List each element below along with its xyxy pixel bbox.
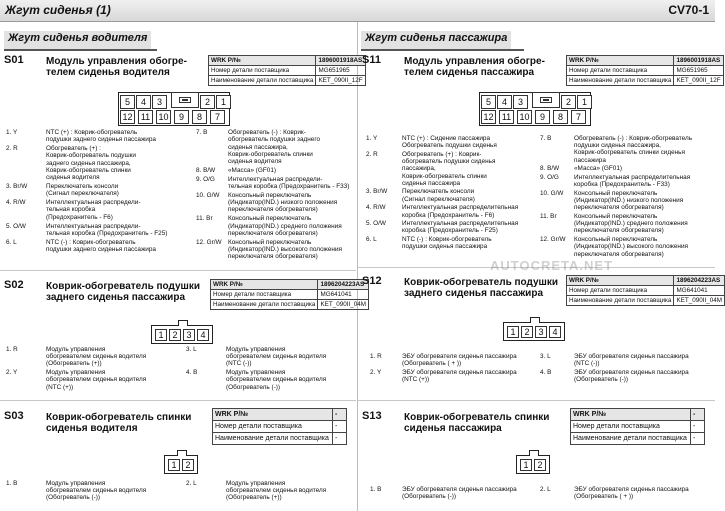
- pin-function: Консольный переключатель (Индикатор(IND.) высокого положения переключателя обогревателя): [228, 238, 342, 261]
- connector-pin: 10: [517, 110, 532, 124]
- s02-title: [46, 281, 200, 303]
- pin-function: NTC (-) : Коврик-обогреватель подушки заднего сиденья пассажира: [46, 238, 156, 253]
- pin-function: NTC (+) : Коврик-обогреватель подушки заднего сиденья пассажира: [46, 129, 156, 144]
- connector-pin: 8: [553, 110, 568, 124]
- s11-pin-description: [366, 204, 519, 219]
- pin-number: 5. O/W: [6, 222, 26, 230]
- connector-pin: 7: [571, 110, 586, 124]
- part-table-label: Наименование детали поставщика: [213, 433, 333, 445]
- connector-pin: 3: [513, 95, 528, 109]
- part-table-label: Номер детали поставщика: [567, 66, 674, 76]
- pin-number: 10. G/W: [196, 191, 220, 199]
- pin-function: Интеллектуальная распределительная коробка (Предохранитель - F33): [574, 174, 691, 189]
- pin-function: Обогреватель (+) : Коврик- обогреватель подушки сиденья пассажира, Коврик-обогреватель спинки сиденья пассажира: [402, 150, 496, 187]
- part-table-label: Номер детали поставщика: [571, 421, 691, 433]
- pin-number: 6. L: [6, 238, 17, 246]
- connector-latch-bar: [540, 97, 552, 103]
- part-table-value: KET_090II_04M: [674, 296, 725, 306]
- s11-pin-description: [366, 151, 506, 187]
- s03-part-table-row: [213, 433, 347, 445]
- pin-number: 8. B/W: [196, 167, 216, 174]
- connector-pin: 1: [155, 329, 167, 341]
- connector-pin: 2: [561, 95, 576, 109]
- connector-pin: 4: [197, 329, 209, 341]
- connector-latch: [532, 92, 560, 108]
- pin-function: Консольный переключатель (Индикатор(IND.) среднего положения переключателя обогревателя): [228, 215, 342, 237]
- s03-pin-description: [6, 480, 156, 502]
- pin-function: Интеллектуальная распредели- тельная коробка (Предохранитель - F25): [46, 222, 168, 237]
- s01-title-line: телем сиденья водителя: [46, 67, 170, 78]
- right-column-title: Жгут сиденья пассажира: [361, 31, 511, 49]
- s01-pin-description: [196, 167, 354, 174]
- connector-pin: 2: [182, 459, 194, 471]
- part-table-label: Наименование детали поставщика: [571, 433, 691, 445]
- s12-pin-description: [540, 353, 690, 367]
- part-table-label: Наименование детали поставщика: [209, 76, 316, 86]
- connector-pin: 11: [499, 110, 514, 124]
- pin-function: Обогреватель (-) : Коврик-обогреватель подушки сиденья пассажира, Коврик-обогреватель спинки сиденья пассажира: [574, 135, 693, 164]
- pin-number: 12. Gr/W: [540, 236, 566, 244]
- part-table-value: MG641041: [318, 290, 369, 300]
- s11-pin-description: [540, 213, 690, 235]
- part-table-label: Номер детали поставщика: [567, 286, 674, 296]
- s01-title-line: Модуль управления обогре-: [46, 56, 187, 67]
- s01-part-table: [208, 55, 366, 86]
- s01-connector: [118, 92, 230, 126]
- s11-title-line: телем сиденья пассажира: [404, 67, 535, 78]
- pin-function: ЭБУ обогревателя сиденья пассажира (NTC (+)): [402, 368, 517, 384]
- connector-pin: 3: [183, 329, 195, 341]
- part-table-value: 1896001918AS: [316, 56, 365, 66]
- part-table-label: Наименование детали поставщика: [211, 300, 318, 310]
- part-table-value: -: [691, 409, 705, 421]
- s11-part-table-row: [567, 56, 724, 66]
- s13-title-line: Коврик-обогреватель спинки: [404, 412, 550, 423]
- pin-number: 2. R: [6, 145, 18, 153]
- s11-pin-description: [366, 188, 506, 202]
- pin-number: 2. R: [366, 150, 378, 158]
- connector-pin: 1: [520, 459, 532, 471]
- s01-pin-description: [6, 145, 176, 182]
- s11-pin-description: [540, 165, 690, 172]
- connector-pin: 2: [200, 95, 215, 109]
- part-table-value: -: [691, 433, 705, 445]
- s13-part-table: [570, 408, 705, 445]
- part-table-label: WRK P/№: [567, 56, 674, 66]
- part-table-value: MG641041: [674, 286, 725, 296]
- part-table-value: -: [333, 409, 347, 421]
- pin-number: 1. R: [6, 346, 18, 353]
- part-table-label: WRK P/№: [211, 280, 318, 290]
- connector-pin: 3: [152, 95, 167, 109]
- s12-connector: [503, 322, 565, 341]
- pin-function: Обогреватель (+) : Коврик-обогреватель подушки заднего сиденья пассажира, Коврик-обогреватель спинки сиденья водителя: [46, 145, 136, 182]
- pin-number: 2. Y: [6, 369, 18, 377]
- pin-function: Интеллектуальная распределительная коробка (Предохранитель - F6): [402, 204, 519, 219]
- pin-function: ЭБУ обогревателя сиденья пассажира (NTC (-)): [574, 353, 689, 368]
- connector-pin: 4: [497, 95, 512, 109]
- connector-pin: 5: [120, 95, 135, 109]
- s11-title: [404, 56, 545, 78]
- pin-number: 2. Y: [370, 368, 382, 376]
- pin-function: «Масса» (GF01): [228, 167, 277, 174]
- s02-pin-description: [186, 346, 336, 368]
- separator: [0, 400, 356, 401]
- s11-pin-description: [540, 236, 690, 258]
- s03-part-table: [212, 408, 347, 445]
- connector-latch: [171, 92, 199, 108]
- pin-function: Интеллектуальная распределительная коробка (Предохранитель - F25): [402, 220, 519, 235]
- pin-number: 9. O/G: [540, 174, 559, 181]
- connector-pin: 8: [192, 110, 207, 124]
- pin-function: NTC (+) : Сидение пассажира Обогреватель подушки сиденья: [402, 135, 497, 150]
- s11-title-line: Модуль управления обогре-: [404, 56, 545, 67]
- connector-pin: 2: [534, 459, 546, 471]
- connector-pin: 11: [138, 110, 153, 124]
- s11-pin-description: [366, 220, 519, 235]
- pin-function: Интеллектуальная распредели- тельная коробка (Предохранитель - F33): [228, 175, 350, 191]
- left-column-title: Жгут сиденья водителя: [4, 31, 151, 49]
- pin-number: 7. B: [540, 135, 552, 142]
- s12-title-line: Коврик-обогреватель подушки: [404, 277, 559, 288]
- connector-pin: 12: [120, 110, 135, 124]
- part-table-value: -: [691, 421, 705, 433]
- connector-tab: [530, 317, 540, 323]
- pin-function: Консольный переключатель (Индикатор(IND.) среднего положения переключателя обогревателя): [574, 213, 688, 235]
- connector-pin: 3: [535, 326, 547, 338]
- connector-pin: 1: [507, 326, 519, 338]
- pin-function: Модуль управления обогревателем сиденья водителя (Обогреватель (+)): [226, 480, 327, 502]
- s01-title: [46, 56, 187, 78]
- s01-pin-description: [6, 199, 176, 221]
- s01-part-table-row: [209, 66, 366, 76]
- connector-pin: 7: [210, 110, 225, 124]
- s02-id: S02: [4, 279, 24, 291]
- connector-pin: 2: [521, 326, 533, 338]
- part-table-value: -: [333, 433, 347, 445]
- part-table-label: WRK P/№: [209, 56, 316, 66]
- connector-tab: [177, 450, 187, 456]
- pin-number: 10. G/W: [540, 189, 564, 197]
- connector-latch-bar: [179, 97, 191, 103]
- s12-title-line: заднего сиденья пассажира: [404, 288, 544, 299]
- pin-number: 3. L: [186, 346, 197, 353]
- connector-tab: [178, 320, 188, 326]
- s11-pin-description: [540, 190, 690, 212]
- separator: [0, 270, 356, 271]
- connector-pin: 4: [136, 95, 151, 109]
- s02-pin-description: [6, 369, 156, 391]
- pin-function: Консольный переключатель (Индикатор(IND.) низкого положения переключателя обогревателя): [228, 191, 338, 214]
- part-table-label: Номер детали поставщика: [213, 421, 333, 433]
- s11-part-table: [566, 55, 724, 86]
- pin-function: Обогреватель (-) : Коврик- обогреватель подушки заднего сиденья пассажира, Коврик-обогреватель спинки сиденья водителя: [228, 129, 321, 166]
- s01-pin-description: [196, 176, 354, 191]
- page-header: [0, 0, 715, 22]
- pin-number: 4. B: [540, 368, 552, 376]
- watermark: AUTOCRETA.NET: [490, 258, 614, 273]
- pin-number: 5. O/W: [366, 220, 386, 228]
- s01-part-table-row: [209, 76, 366, 86]
- s12-id: S12: [362, 275, 382, 287]
- pin-number: 1. Y: [366, 135, 378, 142]
- s12-pin-description: [370, 353, 517, 368]
- s13-connector: [516, 455, 550, 474]
- page-code: CV70-1: [668, 3, 709, 17]
- pin-number: 1. Y: [6, 129, 18, 136]
- s01-id: S01: [4, 54, 24, 66]
- pin-number: 4. R/W: [366, 204, 386, 212]
- part-table-label: Наименование детали поставщика: [567, 76, 674, 86]
- pin-number: 3. Br/W: [6, 183, 28, 191]
- part-table-label: Номер детали поставщика: [209, 66, 316, 76]
- pin-number: 12. Gr/W: [196, 238, 222, 246]
- pin-number: 4. R/W: [6, 199, 26, 207]
- pin-function: NTC (-) : Коврик-обогреватель подушки сиденья пассажира: [402, 236, 492, 251]
- pin-function: ЭБУ обогревателя сиденья пассажира (Обогреватель ( + )): [402, 353, 517, 368]
- connector-pin: 9: [174, 110, 189, 124]
- connector-pin: 4: [549, 326, 561, 338]
- pin-function: «Масса» (GF01): [574, 165, 623, 173]
- s02-pin-description: [186, 369, 336, 391]
- s01-pin-description: [196, 215, 354, 237]
- pin-number: 3. Br/W: [366, 188, 388, 196]
- s02-part-table-row: [211, 290, 369, 300]
- connector-pin: 1: [577, 95, 592, 109]
- s11-pin-description: [366, 135, 506, 149]
- s13-pin-description: [540, 486, 690, 500]
- s03-connector: [164, 455, 198, 474]
- s13-part-table-row: [571, 433, 705, 445]
- s11-pin-description: [366, 236, 506, 250]
- s01-pin-description: [6, 129, 176, 144]
- pin-function: Модуль управления обогревателем сиденья водителя (Обогреватель (-)): [226, 369, 327, 391]
- connector-pin: 1: [168, 459, 180, 471]
- pin-number: 4. B: [186, 369, 198, 377]
- pin-function: Переключатель консоли (Сигнал переключателя): [402, 188, 475, 203]
- s12-part-table: [566, 275, 725, 306]
- pin-number: 8. B/W: [540, 165, 560, 173]
- s12-part-table-row: [567, 286, 725, 296]
- s13-title: [404, 412, 549, 434]
- s11-pin-description: [540, 135, 693, 164]
- pin-function: Консольный переключатель (Индикатор(IND.) высокого положения переключателя обогревателя): [574, 236, 688, 258]
- pin-number: 2. L: [186, 480, 197, 487]
- pin-number: 11. Br: [196, 215, 213, 223]
- pin-number: 11. Br: [540, 213, 557, 220]
- part-table-value: KET_090II_12F: [316, 76, 365, 86]
- connector-pin: 12: [481, 110, 496, 124]
- s12-part-table-row: [567, 276, 725, 286]
- part-table-label: WRK P/№: [567, 276, 674, 286]
- part-table-value: MG651965: [316, 66, 365, 76]
- part-table-label: WRK P/№: [213, 409, 333, 421]
- part-table-value: MG651965: [674, 66, 723, 76]
- s01-part-table-row: [209, 56, 366, 66]
- part-table-value: 1896204223AS: [318, 280, 369, 290]
- pin-function: Переключатель консоли (Сигнал переключателя): [46, 183, 119, 198]
- part-table-value: KET_090II_04M: [318, 300, 369, 310]
- s11-connector: [479, 92, 591, 126]
- pin-number: 1. B: [370, 486, 382, 493]
- connector-pin: 9: [535, 110, 550, 124]
- s02-title-line: Коврик-обогреватель подушки: [46, 281, 201, 292]
- s13-title-line: сиденья пассажира: [404, 423, 502, 434]
- s01-pin-description: [6, 183, 176, 198]
- connector-tab: [529, 450, 539, 456]
- s03-part-table-row: [213, 409, 347, 421]
- part-table-value: 1896001918AS: [674, 56, 723, 66]
- s01-pin-description: [6, 223, 176, 238]
- pin-number: 9. O/G: [196, 175, 215, 183]
- s11-part-table-row: [567, 76, 724, 86]
- s11-pin-description: [540, 174, 690, 188]
- connector-pin: 2: [169, 329, 181, 341]
- pin-function: ЭБУ обогревателя сиденья пассажира (Обогреватель ( + )): [574, 486, 689, 501]
- pin-number: 7. B: [196, 129, 208, 136]
- part-table-label: Номер детали поставщика: [211, 290, 318, 300]
- s01-pin-description: [196, 239, 354, 261]
- s13-id: S13: [362, 410, 382, 422]
- s01-pin-description: [196, 192, 354, 214]
- pin-function: Интеллектуальная распредели- тельная коробка (Предохранитель - F6): [46, 199, 141, 221]
- s02-part-table-row: [211, 300, 369, 310]
- part-table-label: WRK P/№: [571, 409, 691, 421]
- s03-pin-description: [186, 480, 336, 502]
- s12-title: [404, 277, 558, 299]
- page-title: Жгут сиденья (1): [5, 3, 111, 17]
- connector-pin: 5: [481, 95, 496, 109]
- pin-function: Модуль управления обогревателем сиденья водителя (NTC (+)): [46, 369, 147, 391]
- part-table-value: 1896204223AS: [674, 276, 725, 286]
- pin-function: Модуль управления обогревателем сиденья водителя (Обогреватель (+)): [46, 346, 147, 368]
- s13-pin-description: [370, 486, 517, 501]
- part-table-value: -: [333, 421, 347, 433]
- s03-part-table-row: [213, 421, 347, 433]
- pin-function: Модуль управления обогревателем сиденья водителя (NTC (-)): [226, 346, 327, 368]
- s03-title: [46, 412, 191, 434]
- s01-pin-description: [6, 239, 176, 254]
- s12-pin-description: [540, 369, 690, 383]
- s02-part-table-row: [211, 280, 369, 290]
- s13-part-table-row: [571, 421, 705, 433]
- separator: [358, 400, 715, 401]
- s02-connector: [151, 325, 213, 344]
- s12-pin-description: [370, 368, 517, 384]
- s03-id: S03: [4, 410, 24, 422]
- s12-part-table-row: [567, 296, 725, 306]
- pin-function: ЭБУ обогревателя сиденья пассажира (Обогреватель (-)): [574, 368, 689, 384]
- s02-pin-description: [6, 346, 156, 368]
- s02-part-table: [210, 279, 369, 310]
- s01-pin-description: [196, 129, 354, 166]
- pin-function: Модуль управления обогревателем сиденья водителя (Обогреватель (-)): [46, 480, 147, 502]
- pin-number: 1. B: [6, 480, 18, 487]
- connector-pin: 10: [156, 110, 171, 124]
- s11-part-table-row: [567, 66, 724, 76]
- pin-number: 3. L: [540, 353, 551, 360]
- s03-title-line: сиденья водителя: [46, 423, 138, 434]
- part-table-label: Наименование детали поставщика: [567, 296, 674, 306]
- pin-number: 6. L: [366, 236, 377, 244]
- part-table-value: KET_090II_12F: [674, 76, 723, 86]
- connector-pin: 1: [216, 95, 231, 109]
- s11-id: S11: [362, 54, 381, 66]
- pin-function: Консольный переключатель (Индикатор(IND.) низкого положения переключателя обогревателя): [574, 189, 684, 212]
- pin-number: 2. L: [540, 486, 551, 493]
- pin-number: 1. R: [370, 353, 382, 360]
- s02-title-line: заднего сиденья пассажира: [46, 292, 186, 303]
- pin-function: ЭБУ обогревателя сиденья пассажира (Обогреватель (-)): [402, 486, 517, 501]
- s13-part-table-row: [571, 409, 705, 421]
- s03-title-line: Коврик-обогреватель спинки: [46, 412, 192, 423]
